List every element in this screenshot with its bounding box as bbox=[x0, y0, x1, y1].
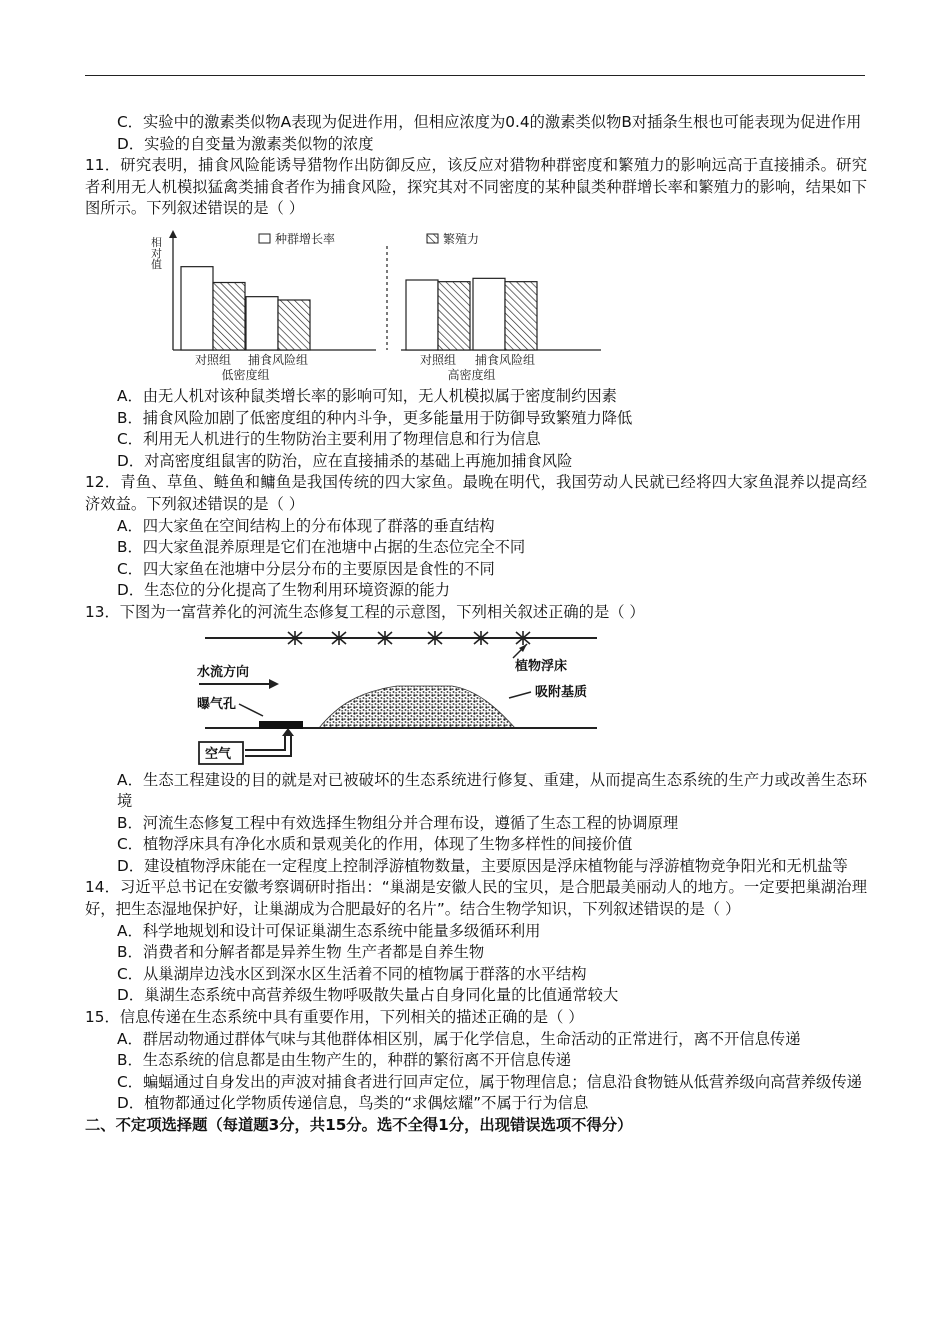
q14-option-c: C．从巢湖岸边浅水区到深水区生活着不同的植物属于群落的水平结构 bbox=[117, 964, 587, 983]
air-pipe bbox=[245, 734, 285, 750]
q15-option-a: A．群居动物通过群体气味与其他群体相区别，属于化学信息，生命活动的正常进行，离不开信息传递 bbox=[117, 1029, 801, 1048]
label-aerator: 曝气孔 bbox=[197, 696, 237, 712]
bar-fertility-3 bbox=[505, 282, 537, 350]
q12-stem: 12．青鱼、草鱼、鲢鱼和鳙鱼是我国传统的四大家鱼。最晚在明代，我国劳动人民就已经将四大家鱼混养以提高经济效益。下列叙述错误的是（ ） bbox=[85, 473, 867, 513]
flow-arrow-head bbox=[269, 679, 279, 689]
q15-option-c: C．蝙蝠通过自身发出的声波对捕食者进行回声定位，属于物理信息；信息沿食物链从低营养级向高营养级传递 bbox=[117, 1072, 862, 1091]
q13-stem: 13．下图为一富营养化的河流生态修复工程的示意图，下列相关叙述正确的是（ ） bbox=[85, 602, 645, 621]
x-tick-label: 捕食风险组 bbox=[474, 352, 536, 367]
q10-option-d: D．实验的自变量为激素类似物的浓度 bbox=[117, 134, 374, 153]
section-2-heading: 二、不定项选择题（每道题3分，共15分。选不全得1分，出现错误选项不得分） bbox=[85, 1116, 633, 1134]
q12-option-c: C．四大家鱼在池塘中分层分布的主要原因是食性的不同 bbox=[117, 559, 495, 578]
x-tick-label: 对照组 bbox=[194, 352, 232, 367]
svg-text:相: 相 bbox=[151, 235, 162, 249]
q10-option-c: C．实验中的激素类似物A表现为促进作用，但相应浓度为0.4的激素类似物B对插条生根也可能表现为促进作用 bbox=[117, 113, 862, 131]
y-axis-arrow bbox=[169, 230, 177, 238]
q11-option-d: D．对高密度组鼠害的防治，应在直接捕杀的基础上再施加捕食风险 bbox=[117, 451, 573, 470]
q13-river-restoration-diagram bbox=[197, 628, 597, 768]
aerator-pointer bbox=[239, 704, 263, 716]
header-rule bbox=[85, 75, 865, 76]
legend-label-fertility: 繁殖力 bbox=[443, 231, 480, 246]
substrate-pointer bbox=[509, 692, 531, 698]
x-tick-label: 捕食风险组 bbox=[247, 352, 309, 367]
q13-option-d: D．建设植物浮床能在一定程度上控制浮游植物数量，主要原因是浮床植物能与浮游植物竞争阳光和无机盐等 bbox=[117, 856, 848, 875]
bar-fertility-2 bbox=[438, 282, 470, 350]
q15-option-b: B．生态系统的信息都是由生物产生的，种群的繁衍离不开信息传递 bbox=[117, 1051, 572, 1070]
q13-option-b: B．河流生态修复工程中有效选择生物组分并合理布设，遵循了生态工程的协调原理 bbox=[117, 813, 679, 832]
legend-label-growth: 种群增长率 bbox=[275, 231, 336, 246]
bar-growth-0 bbox=[181, 267, 213, 350]
legend-swatch-growth bbox=[259, 234, 270, 243]
legend-swatch-fertility bbox=[427, 234, 438, 243]
q14-option-b: B．消费者和分解者都是异养生物 生产者都是自养生物 bbox=[117, 943, 485, 962]
label-floating-bed: 植物浮床 bbox=[515, 658, 568, 674]
group-label: 高密度组 bbox=[447, 367, 496, 382]
adsorption-substrate-pile bbox=[319, 686, 515, 728]
q13-option-c: C．植物浮床具有净化水质和景观美化的作用，体现了生物多样性的间接价值 bbox=[117, 835, 633, 854]
q11-stem: 11．研究表明，捕食风险能诱导猎物作出防御反应，该反应对猎物种群密度和繁殖力的影响远高于直接捕杀。研究者利用无人机模拟猛禽类捕食者作为捕食风险，探究其对不同密度的某种鼠类种群增长率和繁殖力的影响，结果如下图所示。下列叙述错误的是（ ） bbox=[85, 156, 867, 218]
svg-text:对: 对 bbox=[151, 246, 162, 260]
bar-growth-1 bbox=[246, 297, 278, 350]
label-air: 空气 bbox=[205, 746, 232, 762]
q11-option-a: A．由无人机对该种鼠类增长率的影响可知，无人机模拟属于密度制约因素 bbox=[117, 386, 617, 405]
bar-growth-2 bbox=[406, 280, 438, 350]
q14-option-d: D．巢湖生态系统中高营养级生物呼吸散失量占自身同化量的比值通常较大 bbox=[117, 986, 619, 1005]
q12-option-d: D．生态位的分化提高了生物利用环境资源的能力 bbox=[117, 581, 451, 600]
air-arrow-head bbox=[282, 728, 294, 736]
bar-growth-3 bbox=[473, 278, 505, 350]
label-flow-direction: 水流方向 bbox=[197, 664, 250, 680]
group-label: 低密度组 bbox=[221, 367, 270, 382]
y-axis-label bbox=[151, 235, 162, 271]
aerator-block bbox=[259, 721, 303, 729]
q15-stem: 15．信息传递在生态系统中具有重要作用，下列相关的描述正确的是（ ） bbox=[85, 1008, 584, 1027]
legend bbox=[259, 231, 479, 246]
label-adsorption-substrate: 吸附基质 bbox=[535, 684, 588, 700]
q13-option-a: A．生态工程建设的目的就是对已被破坏的生态系统进行修复、重建，从而提高生态系统的生产力或改善生态环境 bbox=[117, 770, 867, 811]
x-tick-label: 对照组 bbox=[419, 352, 457, 367]
q12-option-b: B．四大家鱼混养原理是它们在池塘中占据的生态位完全不同 bbox=[117, 538, 526, 557]
document-body bbox=[85, 112, 867, 1137]
bar-fertility-0 bbox=[213, 282, 245, 350]
svg-text:值: 值 bbox=[151, 257, 162, 271]
bar-fertility-1 bbox=[278, 300, 310, 350]
q11-option-c: C．利用无人机进行的生物防治主要利用了物理信息和行为信息 bbox=[117, 430, 541, 449]
q14-stem: 14．习近平总书记在安徽考察调研时指出：“巢湖是安徽人民的宝贝，是合肥最美丽动人的地方。一定要把巢湖治理好，把生态湿地保护好，让巢湖成为合肥最好的名片”。结合生物学知识，下列叙述错误的是（ ） bbox=[85, 878, 867, 919]
q15-option-d: D．植物都通过化学物质传递信息，鸟类的“求偶炫耀”不属于行为信息 bbox=[117, 1094, 589, 1113]
q11-bar-chart bbox=[151, 228, 621, 384]
q11-option-b: B．捕食风险加剧了低密度组的种内斗争，更多能量用于防御导致繁殖力降低 bbox=[117, 408, 633, 427]
q14-option-a: A．科学地规划和设计可保证巢湖生态系统中能量多级循环利用 bbox=[117, 921, 541, 940]
q12-option-a: A．四大家鱼在空间结构上的分布体现了群落的垂直结构 bbox=[117, 516, 495, 535]
